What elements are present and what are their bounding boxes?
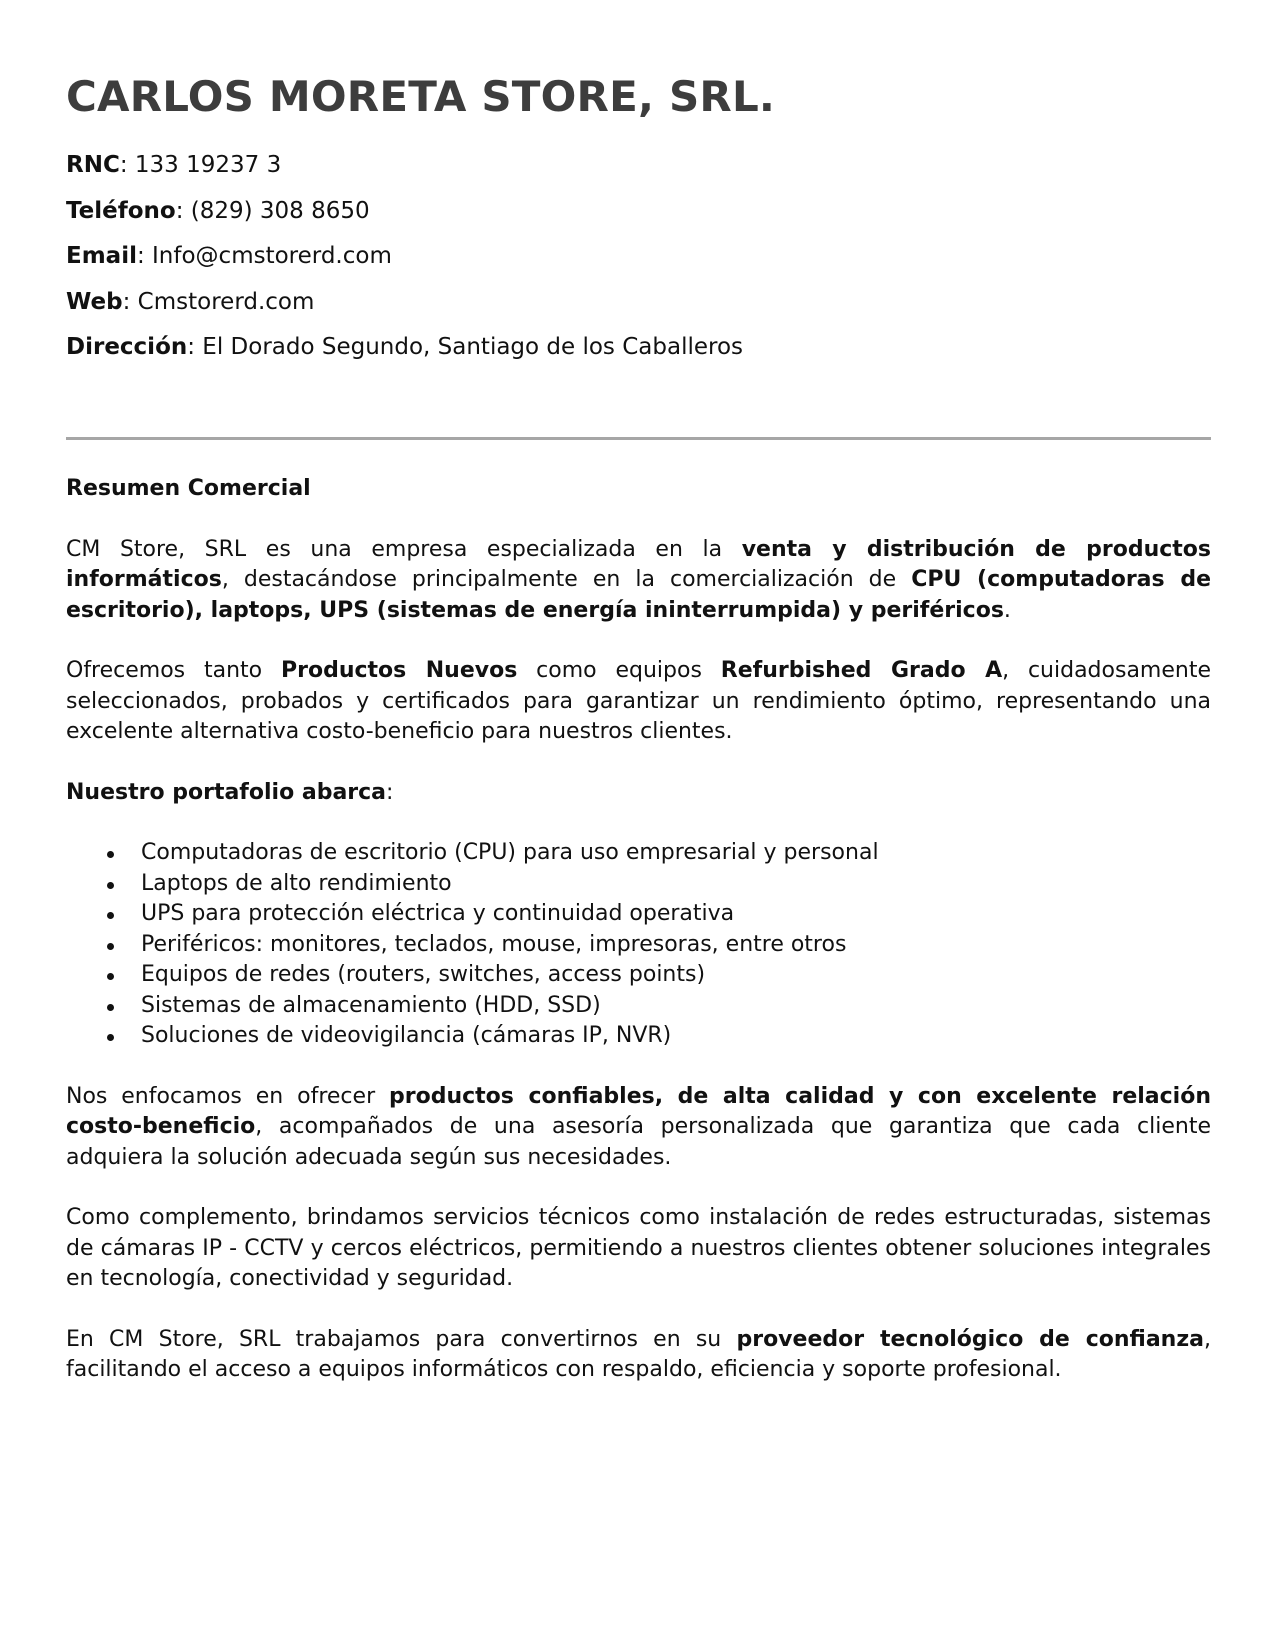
bold-run: Refurbished Grado A [720,658,1003,683]
bullet-icon [107,1034,114,1041]
text-run: CM Store, SRL es una empresa especializada en la [66,536,742,562]
text-run: , destacándose principalmente en la comercialización de [221,567,912,592]
bullet-icon [107,1004,114,1011]
contact-value: : Cmstorerd.com [122,288,315,315]
bullet-icon [107,882,114,889]
bold-run: CPU (computadoras de escritorio), laptops, UPS (sistemas de energía ininterrumpida) y periféricos [66,567,1211,623]
list-item-text: Laptops de alto rendimiento [141,870,452,896]
bullet-icon [107,912,114,919]
contact-email [66,245,743,291]
contact-value: : 133 19237 3 [119,152,282,178]
contact-rnc [66,154,743,200]
document-page [66,0,1211,1650]
text-run: , acompañados de una asesoría personalizada que garantiza que cada cliente adquiera la solución adecuada según sus necesidades. [66,1114,1211,1170]
document-body [66,474,1211,1416]
focus-paragraph [66,1082,1211,1174]
contact-value: : (829) 308 8650 [175,197,370,224]
contact-label: Dirección [66,334,188,360]
contact-value: : El Dorado Segundo, Santiago de los Caballeros [187,334,744,360]
text-run: como equipos [517,658,721,683]
section-heading: Resumen Comercial [66,476,311,501]
offer-paragraph [66,656,1211,748]
list-item [66,991,1211,1022]
bold-run: Nuestro portafolio abarca [66,779,387,805]
text-run: , facilitando el acceso a equipos informáticos con respaldo, eficiencia y soporte profesional. [66,1326,1211,1382]
text-run: , cuidadosamente seleccionados, probados y certificados para garantizar un rendimiento óptimo, representando una excelente alternativa costo-beneficio para nuestros clientes. [66,658,1211,744]
portfolio-list [66,838,1211,1052]
list-item-text: Computadoras de escritorio (CPU) para uso empresarial y personal [141,840,879,865]
bold-run: productos confiables, de alta calidad y con excelente relación costo-beneficio [66,1083,1211,1139]
bullet-icon [107,973,114,980]
bullet-icon [107,943,114,950]
portfolio-heading [66,778,1211,809]
bold-run: Productos Nuevos [280,658,518,683]
contact-label: Teléfono [66,197,176,224]
text-run: Nos enfocamos en ofrecer [66,1083,389,1109]
contact-address [66,336,743,382]
services-paragraph [66,1203,1211,1295]
contact-value: : Info@cmstorerd.com [136,243,392,269]
list-item [66,869,1211,900]
list-item [66,899,1211,930]
list-item-text: Sistemas de almacenamiento (HDD, SSD) [141,992,601,1018]
closing-paragraph [66,1325,1211,1386]
text-run: : [386,779,394,805]
list-item [66,838,1211,869]
text-run: . [1003,597,1011,623]
bold-run: venta y distribución de productos informáticos [66,536,1211,592]
company-title: CARLOS MORETA STORE, SRL. [66,72,776,121]
bold-run: proveedor tecnológico de confianza [736,1326,1204,1352]
list-item [66,1021,1211,1052]
contact-label: Email [66,243,137,269]
list-item [66,930,1211,961]
list-item-text: Equipos de redes (routers, switches, access points) [141,962,706,987]
section-divider [66,437,1211,440]
text-run: Ofrecemos tanto [66,658,281,683]
contact-label: Web [66,288,123,315]
list-item [66,960,1211,991]
contact-web [66,288,743,337]
text-run: En CM Store, SRL trabajamos para convertirnos en su [66,1326,737,1352]
list-item-text: Periféricos: monitores, teclados, mouse, impresoras, entre otros [141,931,847,957]
intro-paragraph [66,535,1211,627]
contact-info [66,154,743,382]
contact-label: RNC [66,152,120,178]
bullet-icon [107,851,114,858]
contact-phone [66,197,743,246]
list-item-text: UPS para protección eléctrica y continuidad operativa [141,901,735,926]
text-run: Como complemento, brindamos servicios técnicos como instalación de redes estructuradas, sistemas de cámaras IP - CCTV y cercos eléctricos, permitiendo a nuestros clientes obtener soluciones integrales en tecnología, conectividad y seguridad. [66,1205,1211,1291]
list-item-text: Soluciones de videovigilancia (cámaras IP, NVR) [141,1023,672,1048]
